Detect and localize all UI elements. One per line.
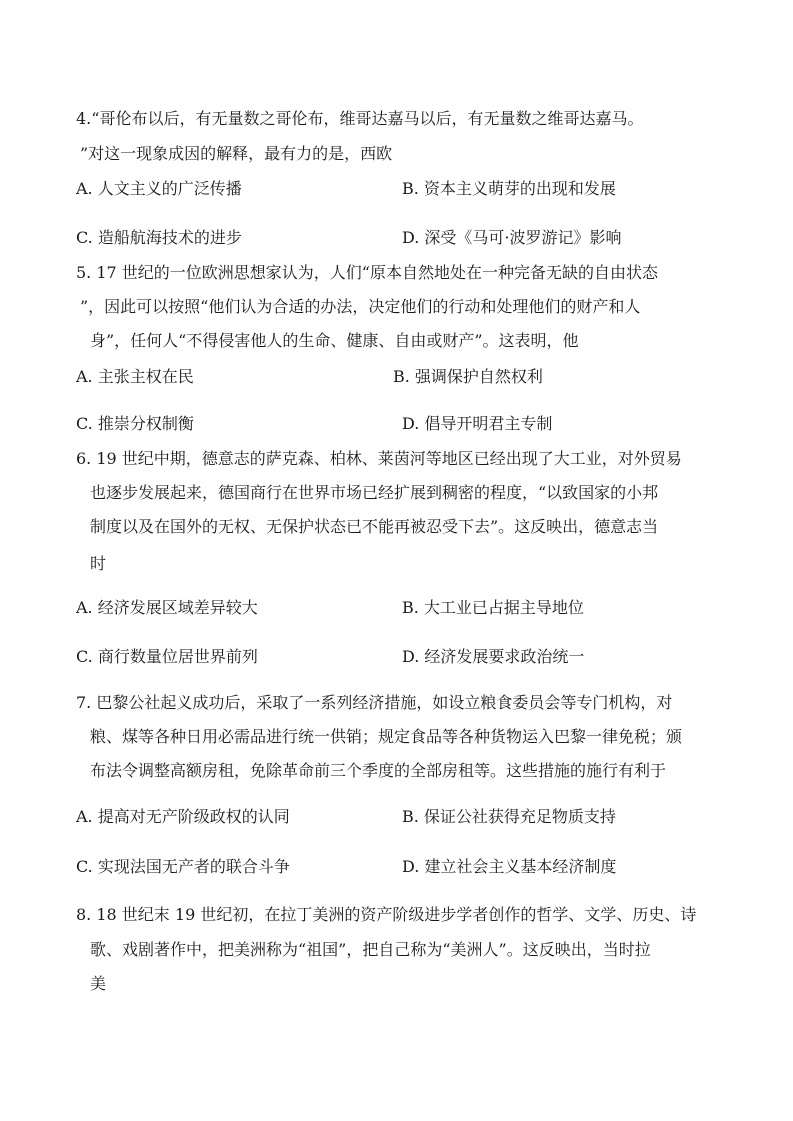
question-5-line-3: 身”，任何人“不得侵害他人的生命、健康、自由或财产”。这表明，他: [90, 331, 579, 350]
question-7-option-b: B. 保证公社获得充足物质支持: [402, 807, 616, 826]
question-4-option-b: B. 资本主义萌芽的出现和发展: [402, 179, 616, 198]
question-5-option-b: B. 强调保护自然权利: [393, 367, 543, 386]
question-4-line-1: 4.“哥伦布以后，有无量数之哥伦布，维哥达嘉马以后，有无量数之维哥达嘉马。: [76, 109, 644, 128]
question-6-option-a: A. 经济发展区域差异较大: [76, 598, 258, 617]
question-7-line-3: 布法令调整高额房租，免除革命前三个季度的全部房租等。这些措施的施行有利于: [90, 761, 667, 780]
question-7-line-1: 7. 巴黎公社起义成功后，采取了一系列经济措施，如设立粮食委员会等专门机构，对: [76, 693, 673, 712]
question-8-line-2: 歌、戏剧著作中，把美洲称为“祖国”，把自己称为“美洲人”。这反映出，当时拉: [90, 940, 651, 959]
question-6-option-c: C. 商行数量位居世界前列: [76, 647, 258, 666]
question-6-option-b: B. 大工业已占据主导地位: [402, 598, 584, 617]
question-4-option-a: A. 人文主义的广泛传播: [76, 179, 242, 198]
question-8-line-3: 美: [90, 974, 107, 993]
question-6-option-d: D. 经济发展要求政治统一: [402, 647, 585, 666]
question-5-option-a: A. 主张主权在民: [76, 367, 194, 386]
question-5-option-d: D. 倡导开明君主专制: [402, 414, 553, 433]
question-7-option-c: C. 实现法国无产者的联合斗争: [76, 857, 290, 876]
question-5-line-2: ”，因此可以按照“他们认为合适的办法，决定他们的行动和处理他们的财产和人: [80, 297, 641, 316]
question-4-option-c: C. 造船航海技术的进步: [76, 228, 242, 247]
question-4-option-d: D. 深受《马可·波罗游记》影响: [402, 228, 622, 247]
question-6-line-1: 6. 19 世纪中期，德意志的萨克森、柏林、莱茵河等地区已经出现了大工业，对外贸易: [76, 449, 682, 468]
question-5-option-c: C. 推崇分权制衡: [76, 414, 194, 433]
question-7-line-2: 粮、煤等各种日用必需品进行统一供销；规定食品等各种货物运入巴黎一律免税；颁: [90, 727, 683, 746]
question-7-option-d: D. 建立社会主义基本经济制度: [402, 857, 617, 876]
question-4-line-2: ”对这一现象成因的解释，最有力的是，西欧: [80, 144, 393, 163]
question-8-line-1: 8. 18 世纪末 19 世纪初，在拉丁美洲的资产阶级进步学者创作的哲学、文学、历史、诗: [76, 905, 697, 924]
question-6-line-4: 时: [90, 554, 107, 573]
question-6-line-2: 也逐步发展起来，德国商行在世界市场已经扩展到稠密的程度，“以致国家的小邦: [90, 483, 659, 502]
question-6-line-3: 制度以及在国外的无权、无保护状态已不能再被忍受下去”。这反映出，德意志当: [90, 517, 659, 536]
question-5-line-1: 5. 17 世纪的一位欧洲思想家认为，人们“原本自然地处在一种完备无缺的自由状态: [76, 263, 658, 282]
question-7-option-a: A. 提高对无产阶级政权的认同: [76, 807, 290, 826]
